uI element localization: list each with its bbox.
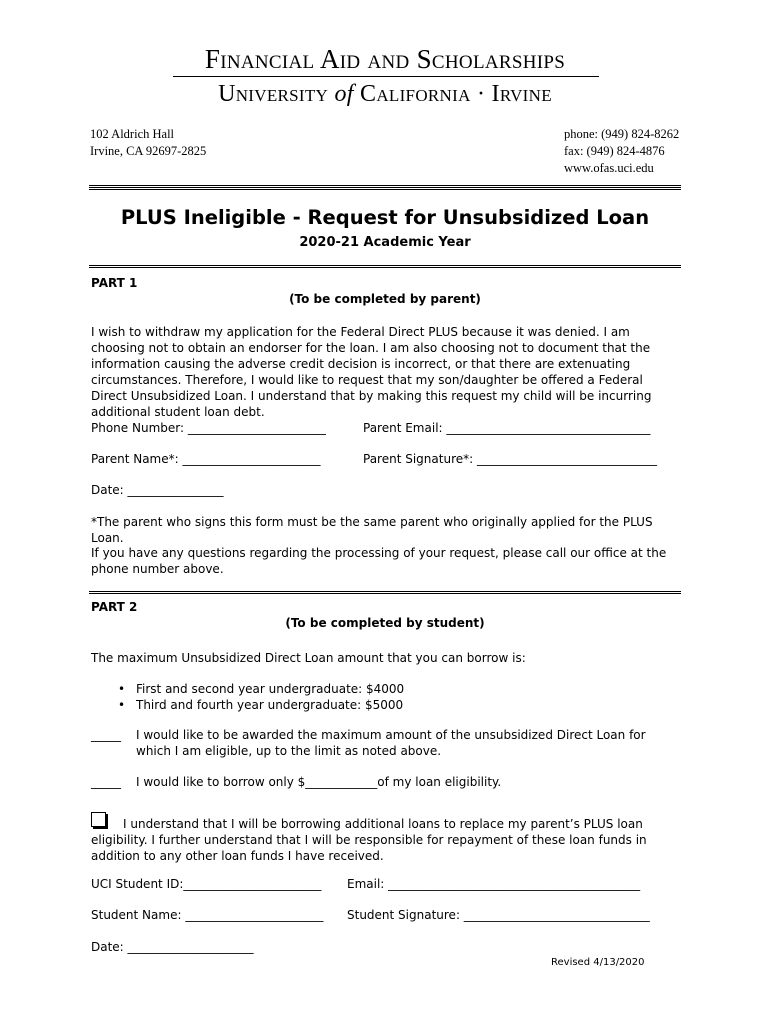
option-partial-text[interactable]: I would like to borrow only $____________of my loan eligibility.	[136, 775, 502, 789]
student-signature-field[interactable]: Student Signature: _______________________________	[347, 908, 650, 922]
option-partial-blank[interactable]: _____	[91, 775, 121, 789]
part2-label: PART 2	[91, 600, 138, 614]
university-name	[0, 81, 770, 108]
part1-label: PART 1	[91, 276, 138, 290]
part1-subtitle: (To be completed by parent)	[289, 292, 481, 306]
part2-subtitle: (To be completed by student)	[285, 616, 485, 630]
university-name-of: of	[334, 81, 354, 107]
office-name: Financial Aid and Scholarships	[204, 44, 566, 74]
option-partial	[91, 774, 681, 790]
questions-note: If you have any questions regarding the processing of your request, please call our office at the phone number above.	[91, 546, 667, 576]
part2-id-row	[91, 877, 691, 891]
form-title: PLUS Ineligible - Request for Unsubsidized Loan	[120, 206, 650, 229]
list-item: • First and second year undergraduate: $4000	[118, 681, 404, 697]
acknowledge-text	[91, 816, 687, 864]
loan-limit-list	[118, 681, 404, 713]
part1-date-row	[91, 483, 691, 497]
form-subtitle: 2020-21 Academic Year	[299, 235, 471, 250]
address-line-1: 102 Aldrich Hall	[90, 127, 175, 141]
part1-name-row	[91, 452, 691, 466]
list-item: • Third and fourth year undergraduate: $5000	[118, 697, 404, 713]
parent-phone-field[interactable]: Phone Number: _______________________	[91, 421, 326, 435]
office-contact	[564, 126, 679, 177]
revision-date: Revised 4/13/2020	[551, 957, 645, 968]
parent-email-field[interactable]: Parent Email: __________________________________	[363, 421, 651, 435]
option-maximum-text: I would like to be awarded the maximum amount of the unsubsidized Direct Loan for which I am eligible, up to the limit as noted above.	[136, 728, 646, 758]
loan-limit-intro: The maximum Unsubsidized Direct Loan amount that you can borrow is:	[91, 651, 526, 665]
option-maximum-blank[interactable]: _____	[91, 728, 121, 742]
part2-date-row	[91, 940, 691, 954]
header-rule	[89, 185, 681, 191]
contact-fax: fax: (949) 824-4876	[564, 144, 665, 158]
student-name-field[interactable]: Student Name: _______________________	[91, 908, 324, 922]
contact-web: www.ofas.uci.edu	[564, 161, 654, 175]
option-maximum	[91, 727, 681, 759]
address-line-2: Irvine, CA 92697-2825	[90, 144, 207, 158]
parent-note: *The parent who signs this form must be the same parent who originally applied for the PLUS Loan.	[91, 515, 653, 545]
header-divider	[173, 76, 599, 77]
parent-signature-field[interactable]: Parent Signature*: ______________________________	[363, 452, 657, 466]
parent-name-field[interactable]: Parent Name*: _______________________	[91, 452, 321, 466]
university-name-post: California · Irvine	[360, 81, 552, 107]
parent-date-field[interactable]: Date: ________________	[91, 483, 224, 497]
student-date-field[interactable]: Date: _____________________	[91, 940, 254, 954]
acknowledge-text-body: I understand that I will be borrowing additional loans to replace my parent’s PLUS loan eligibility. I further understand that I will be responsible for repayment of these loan funds in addition to any other loan funds I have received.	[91, 817, 647, 863]
contact-phone: phone: (949) 824-8262	[564, 127, 680, 141]
part2-name-row	[91, 908, 691, 922]
student-id-field[interactable]: UCI Student ID:_______________________	[91, 877, 322, 891]
part2-rule	[89, 591, 681, 595]
part1-rule	[89, 265, 681, 269]
student-email-field[interactable]: Email: __________________________________________	[347, 877, 641, 891]
university-name-pre: University	[218, 81, 329, 107]
part1-paragraph: I wish to withdraw my application for the Federal Direct PLUS because it was denied. I am choosing not to obtain an endorser for the loan. I am also choosing not to document that the information causing the adverse credit decision is incorrect, or that there are extenuating circumstances. Therefore, I would like to request that my son/daughter be offered a Federal Direct Unsubsidized Loan. I understand that by making this request my child will be incurring additional student loan debt.	[91, 325, 652, 419]
part1-contact-row	[91, 421, 691, 435]
office-address	[90, 126, 206, 160]
